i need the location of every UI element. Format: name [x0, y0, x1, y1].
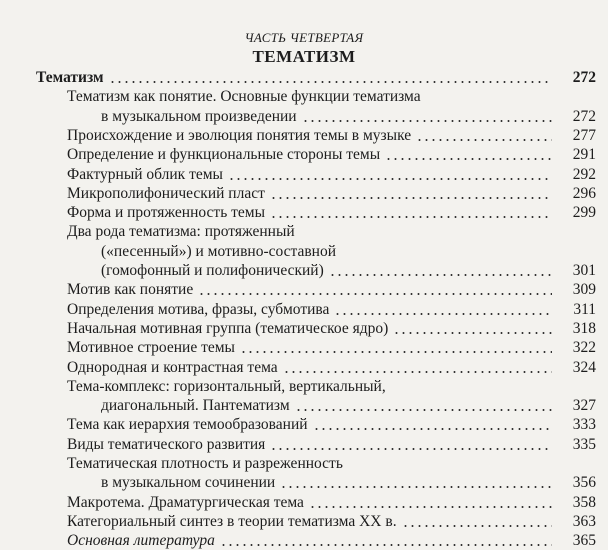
toc-entry-title: Определение и функциональные стороны темы	[67, 146, 383, 163]
toc-page-number: 365	[556, 531, 596, 550]
toc-entry-title: Тематическая плотность и разреженность	[67, 455, 346, 472]
toc-page-number: 358	[556, 493, 596, 512]
toc-page-number: 296	[556, 184, 596, 203]
toc-entry	[67, 184, 268, 203]
toc-entry-title: Тематизм как понятие. Основные функции тематизма	[67, 88, 424, 105]
toc-page-number: 292	[556, 165, 596, 184]
toc-page-number: 333	[556, 415, 596, 434]
dot-leader	[385, 158, 552, 160]
dot-leader	[334, 313, 552, 315]
toc-entry-title: в музыкальном произведении	[101, 108, 300, 125]
toc-entry	[101, 261, 327, 280]
toc-page-number: 335	[556, 435, 596, 454]
toc-entry	[67, 222, 298, 241]
toc-entry-title: в музыкальном сочинении	[101, 474, 278, 491]
dot-leader	[302, 120, 552, 122]
toc-entry-title: Виды тематического развития	[67, 436, 268, 453]
toc-entry-title: Основная литература	[67, 532, 218, 549]
dot-leader	[270, 216, 552, 218]
part-label: ЧАСТЬ ЧЕТВЕРТАЯ	[244, 30, 364, 45]
toc-entry-title: Мотивное строение темы	[67, 339, 238, 356]
section-title: ТЕМАТИЗМ	[252, 47, 356, 66]
toc-entry-title: (гомофонный и полифонический)	[101, 262, 327, 279]
toc-page-number: 356	[556, 473, 596, 492]
toc-entry	[67, 454, 346, 473]
toc-page-number: 272	[556, 68, 596, 87]
dot-leader	[402, 525, 552, 527]
toc-page-number: 311	[556, 300, 596, 319]
dot-leader	[270, 448, 552, 450]
toc-page-number: 272	[556, 107, 596, 126]
toc-page-number: 363	[556, 512, 596, 531]
toc-entry	[67, 531, 218, 550]
toc-entry	[67, 300, 332, 319]
dot-leader	[283, 371, 552, 373]
dot-leader	[416, 139, 552, 141]
dot-leader	[228, 178, 552, 180]
toc-entry-title: Происхождение и эволюция понятия темы в музыке	[67, 127, 414, 144]
toc-entry	[101, 396, 293, 415]
toc-entry-title: Однородная и контрастная тема	[67, 359, 281, 376]
toc-entry	[67, 512, 400, 531]
toc-page-number: 277	[556, 126, 596, 145]
dot-leader	[309, 506, 552, 508]
toc-entry	[101, 242, 339, 261]
toc-entry	[67, 435, 268, 454]
toc-entry	[67, 493, 307, 512]
toc-entry	[67, 338, 238, 357]
toc-entry	[67, 319, 391, 338]
dot-leader	[109, 81, 552, 83]
toc-entry-title: Два рода тематизма: протяженный	[67, 223, 298, 240]
toc-entry-title: Тема как иерархия темообразований	[67, 416, 311, 433]
toc-entry	[67, 165, 226, 184]
toc-entry-title: Категориальный синтез в теории тематизма XX в.	[67, 513, 400, 530]
dot-leader	[393, 332, 552, 334]
toc-entry-title: Определения мотива, фразы, субмотива	[67, 301, 332, 318]
dot-leader	[329, 274, 552, 276]
toc-page-number: 318	[556, 319, 596, 338]
toc-page-number: 309	[556, 280, 596, 299]
toc-entry	[101, 473, 278, 492]
dot-leader	[240, 351, 552, 353]
toc-main-entry	[36, 68, 107, 87]
toc-entry	[67, 87, 424, 106]
toc-page-number: 324	[556, 358, 596, 377]
dot-leader	[313, 428, 552, 430]
toc-entry	[67, 126, 414, 145]
toc-page-number: 322	[556, 338, 596, 357]
toc-entry-title: Микрополифонический пласт	[67, 185, 268, 202]
toc-entry	[67, 377, 389, 396]
toc-entry	[67, 415, 311, 434]
toc-page-number: 291	[556, 145, 596, 164]
toc-page-number: 301	[556, 261, 596, 280]
toc-entry-title: Тема-комплекс: горизонтальный, вертикальный,	[67, 378, 389, 395]
dot-leader	[220, 544, 552, 546]
toc-entry-title: Начальная мотивная группа (тематическое ядро)	[67, 320, 391, 337]
toc-page-number: 327	[556, 396, 596, 415]
toc-entry	[67, 145, 383, 164]
dot-leader	[198, 293, 552, 295]
toc-entry-title: («песенный») и мотивно-составной	[101, 243, 339, 260]
toc-entry-title: Макротема. Драматургическая тема	[67, 494, 307, 511]
toc-entry-title: диагональный. Пантематизм	[101, 397, 293, 414]
toc-entry	[67, 203, 268, 222]
toc-entry	[67, 280, 196, 299]
toc-entry-title: Тематизм	[36, 69, 107, 86]
toc-entry	[67, 358, 281, 377]
toc-entry-title: Мотив как понятие	[67, 281, 196, 298]
dot-leader	[270, 197, 552, 199]
toc-page-number: 299	[556, 203, 596, 222]
dot-leader	[295, 409, 552, 411]
toc-entry	[101, 107, 300, 126]
toc-entry-title: Форма и протяженность темы	[67, 204, 268, 221]
toc-entry-title: Фактурный облик темы	[67, 166, 226, 183]
